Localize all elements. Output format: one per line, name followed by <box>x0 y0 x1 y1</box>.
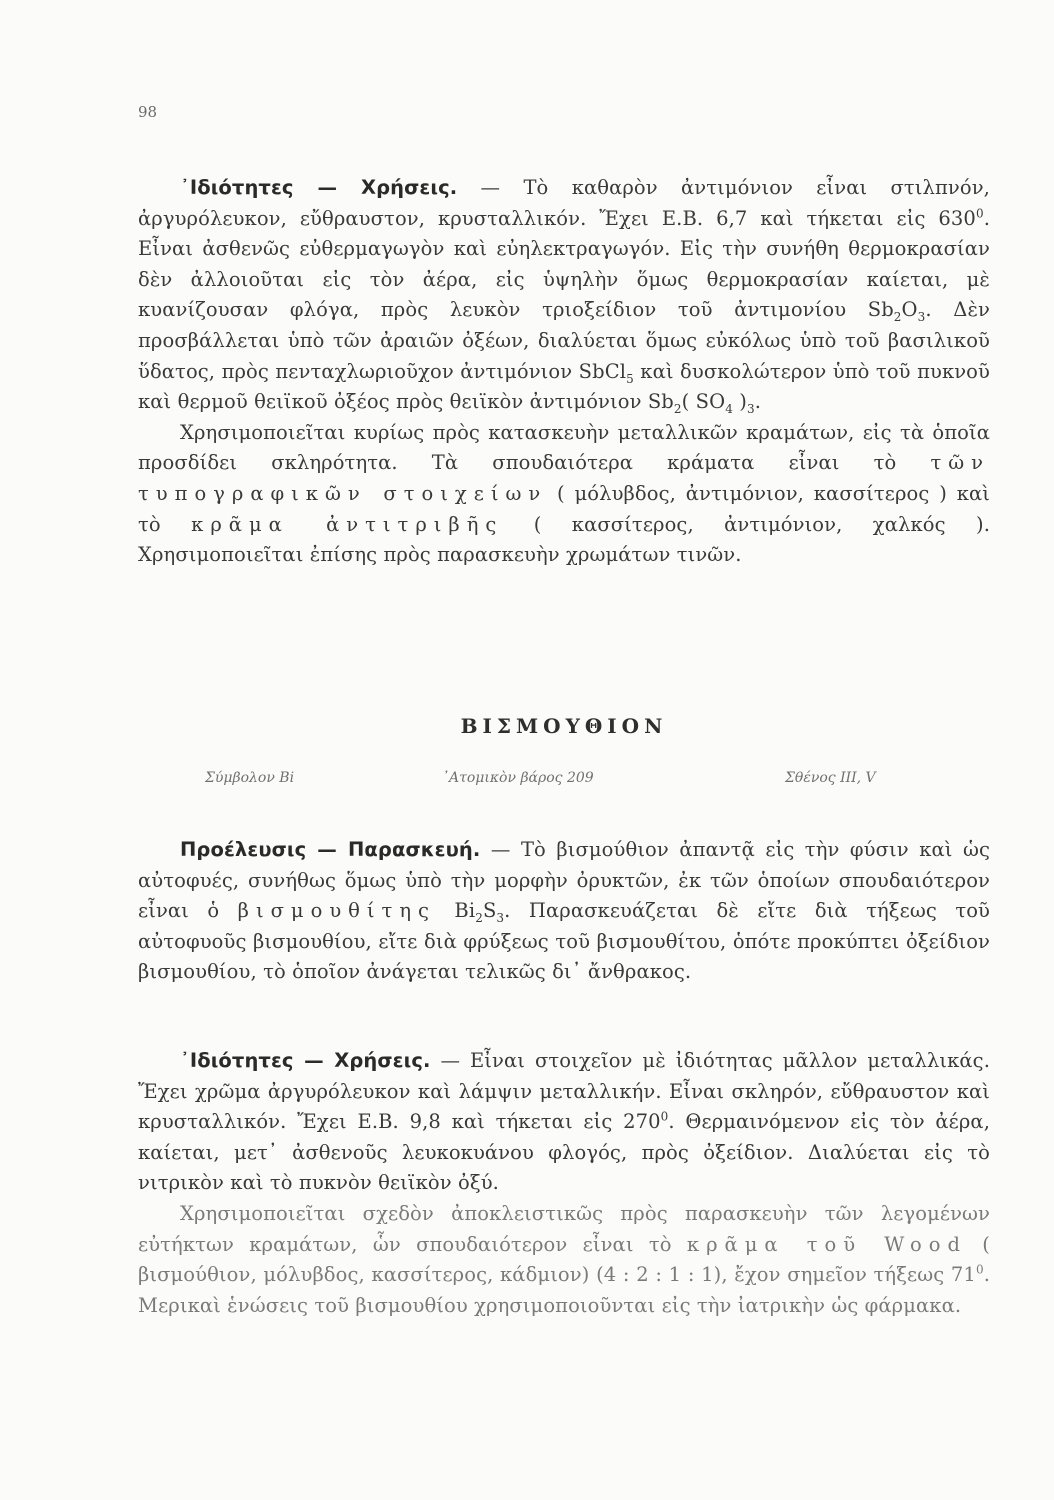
paragraph: ᾿Ιδιότητες — Χρήσεις. — Εἶναι στοιχεῖον μὲ ἰδιότητας μᾶλλον μεταλλικάς. Ἔχει χρῶμα ἀργυρόλευκον καὶ λάμψιν μεταλλικήν. Εἶναι σκληρόν, εὔθραυστον καὶ κρυσταλλικόν. Ἔχει Ε.Β. 9,8 καὶ τήκεται εἰς $270^0$. Θερμαινόμενον εἰς τὸν ἀέρα, καίεται, μετ᾿ ἀσθενοῦς λευκοκυάνου φλογός, πρὸς ὀξείδιον. Διαλύεται εἰς τὸ νιτρικὸν καὶ τὸ πυκνὸν θειϊκὸν ὀξύ. <box>138 1049 991 1195</box>
bismuth-properties-section <box>138 1046 990 1321</box>
antimony-properties-section <box>138 173 990 571</box>
paragraph: Χρησιμοποιεῖται κυρίως πρὸς κατασκευὴν μεταλλικῶν κραμάτων, εἰς τὰ ὁποῖα προσδίδει σκληρότητα. Τὰ σπουδαιότερα κράματα εἶναι τὸ τῶν τυπογραφικῶν στοιχείων ( μόλυβδος, ἀντιμόνιον, κασσίτερος ) καὶ τὸ κρᾶμα ἀντιτριβῆς ( κασσίτερος, ἀντιμόνιον, χαλκός ). Χρησιμοποιεῖται ἐπίσης πρὸς παρασκευὴν χρωμάτων τινῶν. <box>138 420 991 567</box>
element-symbol: Σύμβολον Bi <box>205 770 295 786</box>
valence: Σθένος III, V <box>785 770 876 786</box>
section-heading: ᾿Ιδιότητες — Χρήσεις. <box>180 176 458 199</box>
spaced-term: κρᾶμα ἀντιτριβῆς <box>191 512 504 536</box>
spaced-term: κρᾶμα τοῦ Wood <box>686 1232 967 1256</box>
paragraph: Προέλευσις — Παρασκευή. — Τὸ βισμούθιον ἀπαντᾷ εἰς τὴν φύσιν καὶ ὡς αὐτοφυές, συνήθως ὅμως ὑπὸ τὴν μορφὴν ὀρυκτῶν, ἐκ τῶν ὁποίων σπουδαιότερον εἶναι ὁ βισμουθίτης $Bi_2S_3$. Παρασκευάζεται δὲ εἴτε διὰ τήξεως τοῦ αὐτοφυοῦς βισμουθίου, εἴτε διὰ φρύξεως τοῦ βισμουθίτου, ὁπότε προκύπτει ὀξείδιον βισμουθίου, τὸ ὁποῖον ἀνάγεται τελικῶς δι᾿ ἄνθρακος. <box>138 838 991 984</box>
element-title: ΒΙΣΜΟΥΘΙΟΝ <box>460 714 668 738</box>
page-number: 98 <box>138 103 158 121</box>
spaced-term: βισμουθίτης <box>237 899 436 923</box>
paragraph: Χρησιμοποιεῖται σχεδὸν ἀποκλειστικῶς πρὸς παρασκευὴν τῶν λεγομένων εὐτήκτων κραμάτων, ὧν σπουδαιότερον εἶναι τὸ κρᾶμα τοῦ Wood ( βισμούθιον, μόλυβδος, κασσίτερος, κάδμιον) (4 : 2 : 1 : 1), ἔχον σημεῖον τήξεως $71^0$. Μερικαὶ ἑνώσεις τοῦ βισμουθίου χρησιμοποιοῦνται εἰς τὴν ἰατρικὴν ὡς φάρμακα. <box>138 1201 990 1317</box>
section-heading: ᾿Ιδιότητες — Χρήσεις. <box>180 1049 431 1072</box>
bismuth-origin-section <box>138 835 990 988</box>
atomic-weight: ᾿Ατομικὸν βάρος 209 <box>442 770 594 786</box>
section-heading: Προέλευσις — Παρασκευή. <box>180 838 481 861</box>
spaced-term: τῶν τυπογραφικῶν στοιχείων <box>138 451 990 505</box>
paragraph: ᾿Ιδιότητες — Χρήσεις. — Τὸ καθαρὸν ἀντιμόνιον εἶναι στιλπνόν, ἀργυρόλευκον, εὔθραυστον, κρυσταλλικόν. Ἔχει Ε.Β. 6,7 καὶ τήκεται εἰς $630^0$. Εἶναι ἀσθενῶς εὐθερμαγωγὸν καὶ εὐηλεκτραγωγόν. Εἰς τὴν συνήθη θερμοκρασίαν δὲν ἀλλοιοῦται εἰς τὸν ἀέρα, εἰς ὑψηλὴν ὅμως θερμοκρασίαν καίεται, μὲ κυανίζουσαν φλόγα, πρὸς λευκὸν τριοξείδιον τοῦ ἀντιμονίου $Sb_2O_3$. Δὲν προσβάλλεται ὑπὸ τῶν ἀραιῶν ὀξέων, διαλύεται ὅμως εὐκόλως ὑπὸ τοῦ βασιλικοῦ ὕδατος, πρὸς πενταχλωριοῦχον ἀντιμόνιον SbCl$_5$ καὶ δυσκολώτερον ὑπὸ τοῦ πυκνοῦ καὶ θερμοῦ θειϊκοῦ ὀξέος πρὸς θειϊκὸν ἀντιμόνιον $Sb_2$( $SO_4$ )$_3$. <box>138 176 990 417</box>
